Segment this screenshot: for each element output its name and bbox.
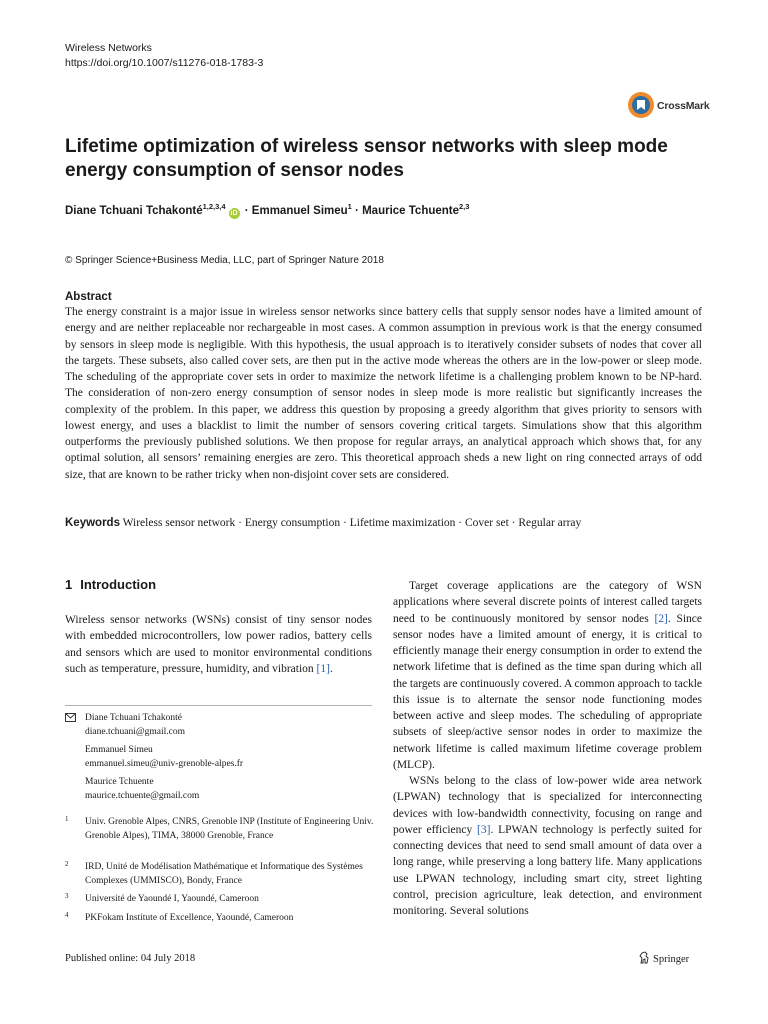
affiliation-text: PKFokam Institute of Excellence, Yaoundé, Cameroon	[85, 913, 294, 923]
section-number: 1	[65, 577, 73, 592]
keyword-separator: ·	[458, 517, 463, 529]
contact-email[interactable]: maurice.tchuente@gmail.com	[85, 790, 200, 801]
affiliation-text: IRD, Unité de Modélisation Mathématique et Informatique des Systèmes Complexes (UMMISCO), Bondy, France	[85, 862, 363, 886]
contact-name: Emmanuel Simeu	[85, 745, 153, 755]
author-name: Maurice Tchuente	[362, 204, 460, 217]
keyword: Regular array	[518, 517, 582, 529]
author-affiliation-sup: 1,2,3,4	[202, 202, 226, 211]
paragraph-text: Target coverage applications are the category of WSN applications where several discrete points of interest called targets need to be continuously monitored by sensor nodes	[393, 580, 702, 625]
author-name: Emmanuel Simeu	[251, 204, 348, 217]
body-paragraph	[393, 578, 702, 773]
citation-link[interactable]: [1]	[316, 662, 330, 675]
paragraph-text: WSNs belong to the class of low-power wide area network (LPWAN) technology that is specialized for interconnecting devices with low-bandwidth connectivity, focusing on range and power efficiency	[393, 775, 702, 836]
citation-link[interactable]: [3]	[477, 823, 491, 836]
crossmark-label: CrossMark	[657, 100, 710, 112]
journal-name: Wireless Networks	[65, 42, 152, 54]
body-paragraph	[393, 773, 702, 919]
corresponding-author	[85, 712, 185, 739]
abstract-heading: Abstract	[65, 291, 112, 303]
keyword: Energy consumption	[244, 517, 341, 529]
paragraph-text: .	[329, 662, 333, 675]
paragraph-text: . Since sensor nodes have a limited amount of energy, it is critical to efficiently manage their energy consumption in order to extend the network lifetime that is defined as the time span during which all the targets are continuously covered. A common approach to tackle this issue is to alternate the sensor node functioning modes between active and sleep modes. The scheduling of appropriate subsets of sleep/active sensor nodes in order to maximize the network lifetime is called maximum lifetime coverage problem (MLCP).	[393, 612, 702, 771]
keyword: Cover set	[465, 517, 509, 529]
keywords-heading: Keywords	[65, 517, 120, 529]
author-separator: ·	[244, 204, 249, 217]
affiliation-text: Univ. Grenoble Alpes, CNRS, Grenoble INP (Institute of Engineering Univ. Grenoble Alpes), TIMA, 38000 Grenoble, France	[85, 817, 374, 841]
section-heading	[65, 577, 156, 592]
contact-name: Diane Tchuani Tchakonté	[85, 713, 182, 723]
footnote-divider	[65, 705, 372, 706]
orcid-icon[interactable]: iD	[230, 209, 238, 217]
keyword-separator: ·	[511, 517, 516, 529]
publisher-name: Springer	[653, 954, 690, 965]
keyword-separator: ·	[238, 517, 242, 529]
contact-entry	[85, 776, 199, 803]
envelope-icon	[65, 713, 76, 722]
affiliation-text: Université de Yaoundé I, Yaoundé, Cameroon	[85, 894, 259, 904]
author-affiliation-sup: 2,3	[459, 202, 470, 211]
paragraph-text: . LPWAN technology is perfectly suited for connecting devices that need to send small amount of data over a long range, while preserving a long battery life. Many applications use LPWAN technology, including smart city, street lighting control, precision agriculture, leak detection, and environment monitoring. Several solutions	[393, 823, 703, 917]
author-separator: ·	[355, 204, 359, 217]
affiliation-number: 1	[65, 815, 69, 823]
publisher-logo	[638, 951, 689, 965]
contact-name: Maurice Tchuente	[85, 777, 154, 787]
journal-header	[65, 41, 263, 71]
doi-link[interactable]: https://doi.org/10.1007/s11276-018-1783-3	[65, 57, 264, 69]
contact-entry	[85, 744, 243, 771]
keyword: Lifetime maximization	[349, 517, 456, 529]
keywords-line	[65, 517, 581, 529]
crossmark-badge[interactable]	[627, 91, 711, 121]
section-title: Introduction	[80, 577, 157, 592]
keyword-separator: ·	[343, 517, 347, 529]
author-list	[65, 202, 469, 219]
paper-title: Lifetime optimization of wireless sensor networks with sleep mode energy consumption of sensor nodes	[65, 136, 668, 181]
author-name: Diane Tchuani Tchakonté	[65, 204, 203, 217]
abstract-text: The energy constraint is a major issue in wireless sensor networks since battery cells that supply sensor nodes have a limited amount of energy and are neither replaceable nor rechargeable in most cases. A common assumption in previous work is that the energy consumed by sensors in sleep mode is negligible. With this hypothesis, the usual approach is to iteratively consider subsets of nodes that cover all the targets. These subsets, also called cover sets, are then put in the active mode whereas the others are in the low-power or sleep mode. The scheduling of the appropriate cover sets in order to maximize the network lifetime is a challenging problem known to be NP-hard. The consideration of non-zero energy consumption of sensor nodes in sleep mode is more realistic but significantly increases the complexity of the problem. In this paper, we address this question by proposing a greedy algorithm that gives priority to sensors with lowest energy, and uses a blacklist to limit the number of sensors covering critical targets. Simulations show that this algorithm outperforms the previously published solutions. We then propose for regular arrays, an analytical approach which shows that, for any optimal solution, all sensors’ remaining energies are zero. This theoretical approach sheds a new light on ring connected arrays of odd size, that are known to be rather tricky when non-disjoint cover sets are considered.	[65, 306, 702, 481]
keyword: Wireless sensor network	[122, 517, 236, 529]
paragraph-text: Wireless sensor networks (WSNs) consist of tiny sensor nodes with embedded microcontrollers, low power radios, battery cells and sensors which are used to monitor environmental conditions such as temperature, pressure, humidity, and vibration	[65, 614, 372, 675]
affiliation-number: 3	[65, 892, 69, 900]
springer-horse-icon	[638, 951, 650, 964]
affiliation-number: 2	[65, 860, 69, 868]
affiliation-number: 4	[65, 911, 69, 919]
author-affiliation-sup: 1	[347, 202, 352, 211]
intro-paragraph	[65, 612, 372, 677]
citation-link[interactable]: [2]	[654, 612, 668, 625]
contact-email[interactable]: diane.tchuani@gmail.com	[85, 726, 186, 737]
published-date: Published online: 04 July 2018	[65, 953, 196, 964]
copyright-notice: © Springer Science+Business Media, LLC, part of Springer Nature 2018	[65, 255, 384, 266]
right-column	[393, 578, 702, 919]
crossmark-icon	[627, 91, 655, 119]
contact-email[interactable]: emmanuel.simeu@univ-grenoble-alpes.fr	[85, 758, 244, 769]
